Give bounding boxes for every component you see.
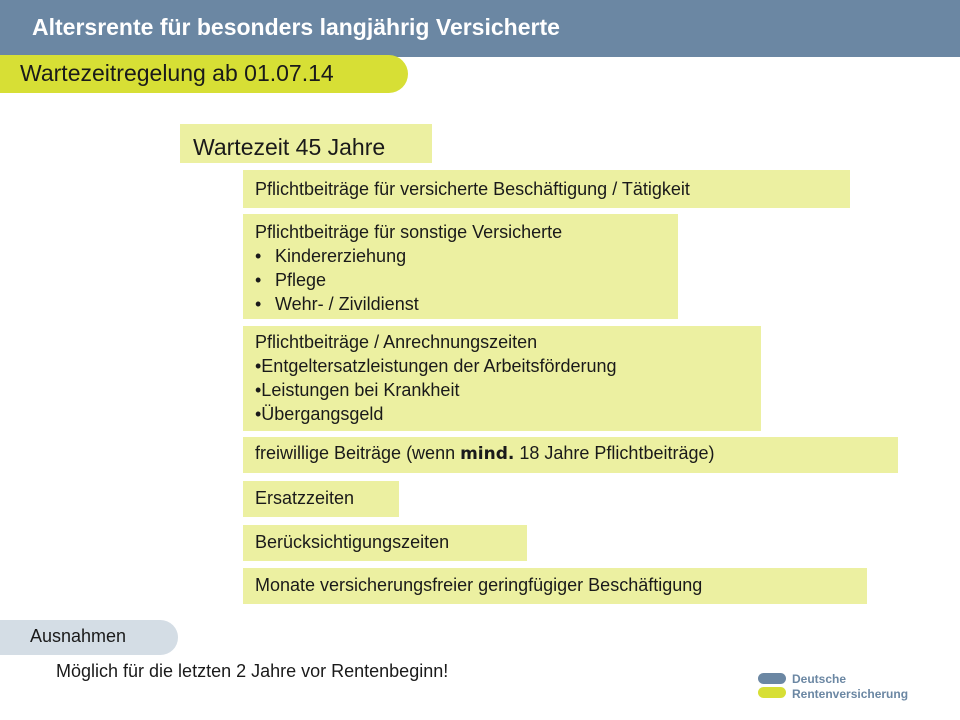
text-part: 18 Jahre Pflichtbeiträge) bbox=[514, 443, 715, 463]
logo-line: Deutsche bbox=[792, 672, 847, 686]
logo-text bbox=[792, 672, 908, 702]
emphasis-text: mind. bbox=[460, 444, 515, 464]
exceptions-note: Möglich für die letzten 2 Jahre vor Rentenbeginn! bbox=[56, 661, 449, 681]
drv-logo bbox=[758, 672, 928, 706]
box-sonstige-versicherte bbox=[243, 214, 678, 319]
main-box: Wartezeit 45 Jahre bbox=[180, 124, 432, 163]
list-item bbox=[255, 244, 666, 268]
logo-icon bbox=[758, 673, 786, 699]
bullet-icon: • bbox=[255, 270, 262, 290]
bullet-icon: • bbox=[255, 246, 262, 266]
logo-line: Rentenversicherung bbox=[792, 687, 909, 701]
bullet-icon: • bbox=[255, 294, 262, 314]
box-freiwillige-beitraege bbox=[243, 437, 898, 473]
box-anrechnungszeiten bbox=[243, 326, 761, 431]
slide-title: Altersrente für besonders langjährig Versicherte bbox=[32, 14, 560, 40]
list-item-text: Wehr- / Zivildienst bbox=[275, 294, 419, 314]
box-title: Pflichtbeiträge / Anrechnungszeiten bbox=[255, 332, 538, 352]
subtitle: Wartezeitregelung ab 01.07.14 bbox=[20, 60, 334, 86]
box-beruecksichtigungszeiten: Berücksichtigungszeiten bbox=[243, 525, 527, 561]
text-part: freiwillige Beiträge (wenn bbox=[255, 443, 461, 463]
box-ersatzzeiten: Ersatzzeiten bbox=[243, 481, 399, 517]
list-item-text: Pflege bbox=[275, 270, 327, 290]
box-title: Pflichtbeiträge für sonstige Versicherte bbox=[255, 222, 563, 242]
list-item-text: Kindererziehung bbox=[275, 246, 407, 266]
list-item bbox=[255, 268, 666, 292]
box-pflichtbeitraege-beschaeftigung: Pflichtbeiträge für versicherte Beschäftigung / Tätigkeit bbox=[243, 170, 850, 208]
list-item: •Leistungen bei Krankheit bbox=[255, 380, 460, 400]
exceptions-label: Ausnahmen bbox=[30, 626, 127, 646]
list-item: •Entgeltersatzleistungen der Arbeitsförderung bbox=[255, 356, 617, 376]
list-item bbox=[255, 292, 666, 316]
list-item: •Übergangsgeld bbox=[255, 404, 384, 424]
box-geringfuegige-beschaeftigung: Monate versicherungsfreier geringfügiger Beschäftigung bbox=[243, 568, 867, 604]
